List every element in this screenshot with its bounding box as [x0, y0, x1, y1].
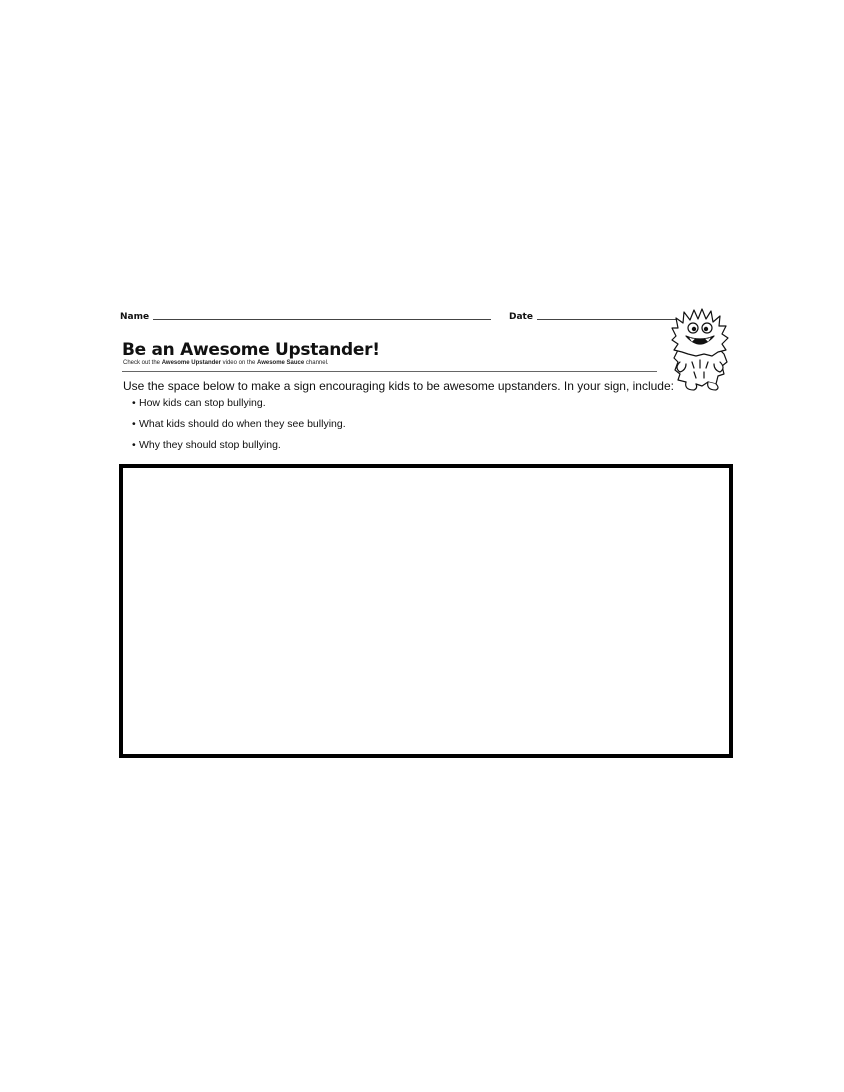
bullet-text: What kids should do when they see bullying.	[139, 418, 346, 430]
subtitle	[123, 360, 329, 366]
instructions-text: Use the space below to make a sign encouraging kids to be awesome upstanders. In your sign, include:	[123, 379, 674, 393]
subtitle-video-name: Awesome Upstander	[161, 360, 221, 366]
bullet-text: How kids can stop bullying.	[139, 397, 266, 409]
page-title: Be an Awesome Upstander!	[122, 340, 380, 360]
bullet-dot-icon: •	[132, 418, 136, 430]
bullet-dot-icon: •	[132, 397, 136, 409]
header-divider	[122, 371, 657, 372]
subtitle-prefix: Check out the	[123, 360, 162, 366]
bullet-dot-icon: •	[132, 439, 136, 451]
date-field-line[interactable]	[537, 319, 677, 320]
subtitle-suffix: channel.	[304, 360, 329, 366]
subtitle-middle: video on the	[220, 360, 257, 366]
name-field-line[interactable]	[153, 319, 491, 320]
date-label: Date	[509, 312, 533, 322]
name-label: Name	[120, 312, 150, 322]
sign-drawing-area[interactable]	[119, 464, 733, 758]
bullet-text: Why they should stop bullying.	[139, 439, 281, 451]
furry-monster-icon	[664, 306, 736, 392]
bullet-list	[132, 397, 346, 460]
list-item	[132, 418, 346, 439]
list-item	[132, 439, 346, 460]
subtitle-channel-name: Awesome Sauce	[256, 360, 305, 366]
list-item	[132, 397, 346, 418]
